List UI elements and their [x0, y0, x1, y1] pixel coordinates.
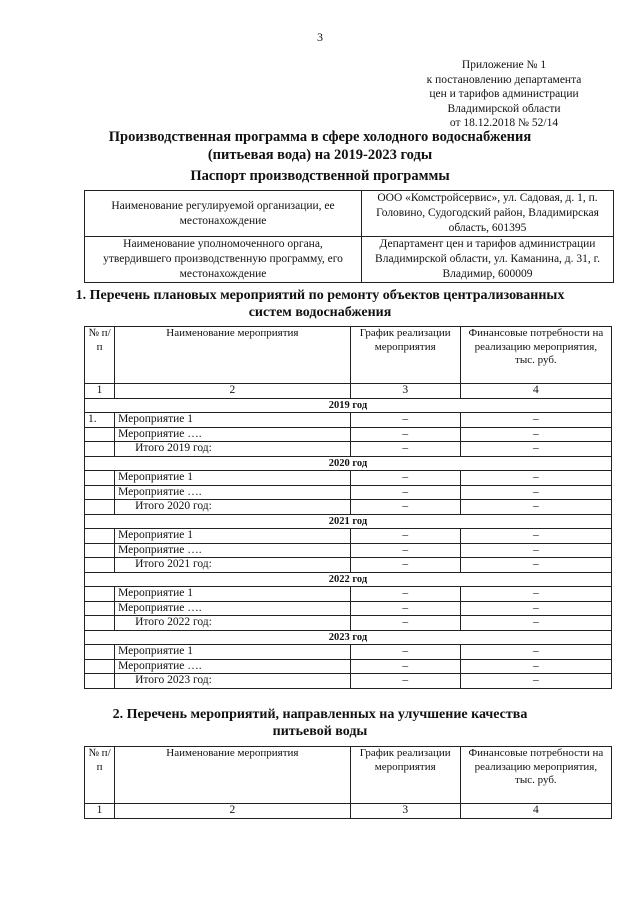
- table-row: [85, 237, 614, 283]
- column-number: 4: [460, 804, 611, 819]
- measure-name: Мероприятие ….: [115, 659, 351, 674]
- year-row: [85, 398, 612, 413]
- table-row: [85, 427, 612, 442]
- column-number: 4: [460, 384, 611, 399]
- header-row: [85, 327, 612, 384]
- schedule-value: –: [350, 427, 460, 442]
- appendix-block: [404, 58, 604, 131]
- header-schedule: График реализации мероприятия: [350, 327, 460, 384]
- header-schedule: График реализации мероприятия: [350, 747, 460, 804]
- header-num: № п/п: [85, 327, 115, 384]
- total-row: [85, 616, 612, 631]
- year-row: [85, 456, 612, 471]
- measure-name: Мероприятие 1: [115, 587, 351, 602]
- measure-name: Мероприятие ….: [115, 543, 351, 558]
- header-num: № п/п: [85, 747, 115, 804]
- table-row: [85, 413, 612, 428]
- finance-value: –: [460, 413, 611, 428]
- measures-table-quality: [84, 746, 612, 819]
- year-label: 2022 год: [85, 572, 612, 587]
- schedule-value: –: [350, 543, 460, 558]
- appendix-line: к постановлению департамента: [426, 73, 582, 86]
- table-row: [85, 587, 612, 602]
- title-line: Производственная программа в сфере холодного водоснабжения: [108, 129, 532, 145]
- passport-table: [84, 190, 614, 283]
- finance-value: –: [460, 529, 611, 544]
- year-label: 2023 год: [85, 630, 612, 645]
- finance-value: –: [460, 442, 611, 457]
- header-name: Наименование мероприятия: [115, 327, 351, 384]
- year-row: [85, 514, 612, 529]
- row-number: [85, 659, 115, 674]
- year-label: 2019 год: [85, 398, 612, 413]
- section1-title: 1. Перечень плановых мероприятий по ремонту объектов централизованных систем водоснабжения: [75, 288, 565, 320]
- row-number: [85, 645, 115, 660]
- finance-value: –: [460, 500, 611, 515]
- column-number: 1: [85, 804, 115, 819]
- total-label: Итого 2021 год:: [115, 558, 351, 573]
- title-line: (питьевая вода) на 2019-2023 годы: [207, 147, 433, 163]
- row-number: [85, 587, 115, 602]
- schedule-value: –: [350, 529, 460, 544]
- finance-value: –: [460, 674, 611, 689]
- finance-value: –: [460, 659, 611, 674]
- measure-name: Мероприятие 1: [115, 471, 351, 486]
- table-row: [85, 659, 612, 674]
- total-label: Итого 2023 год:: [115, 674, 351, 689]
- year-row: [85, 572, 612, 587]
- column-number: 2: [115, 384, 351, 399]
- measure-name: Мероприятие ….: [115, 601, 351, 616]
- header-finance: Финансовые потребности на реализацию мероприятия, тыс. руб.: [460, 747, 611, 804]
- total-row: [85, 558, 612, 573]
- column-number: 3: [350, 384, 460, 399]
- passport-title: Паспорт производственной программы: [190, 168, 450, 184]
- row-number: [85, 543, 115, 558]
- finance-value: –: [460, 485, 611, 500]
- row-number: [85, 558, 115, 573]
- finance-value: –: [460, 558, 611, 573]
- total-row: [85, 674, 612, 689]
- table-row: [85, 485, 612, 500]
- schedule-value: –: [350, 471, 460, 486]
- finance-value: –: [460, 645, 611, 660]
- document-title: [0, 128, 640, 164]
- row-number: [85, 500, 115, 515]
- column-number: 2: [115, 804, 351, 819]
- row-number: [85, 529, 115, 544]
- measure-name: Мероприятие 1: [115, 529, 351, 544]
- row-number: [85, 485, 115, 500]
- schedule-value: –: [350, 500, 460, 515]
- header-name: Наименование мероприятия: [115, 747, 351, 804]
- schedule-value: –: [350, 442, 460, 457]
- header-row: [85, 747, 612, 804]
- measures-table-repair: [84, 326, 612, 689]
- table-row: [85, 529, 612, 544]
- page-number: 3: [317, 30, 323, 44]
- total-row: [85, 500, 612, 515]
- row-number: [85, 616, 115, 631]
- authority-value: Департамент цен и тарифов администрации Владимирской области, ул. Каманина, д. 31, г. Владимир, 600009: [362, 237, 614, 283]
- authority-label: Наименование уполномоченного органа, утвердившего производственную программу, его местонахождение: [85, 237, 362, 283]
- appendix-line: цен и тарифов администрации: [429, 88, 579, 100]
- appendix-line: от 18.12.2018 № 52/14: [449, 117, 559, 129]
- row-number: [85, 601, 115, 616]
- appendix-line: Приложение № 1: [461, 59, 547, 71]
- finance-value: –: [460, 601, 611, 616]
- row-number: 1.: [85, 413, 115, 428]
- schedule-value: –: [350, 645, 460, 660]
- column-number-row: [85, 804, 612, 819]
- table-row: [85, 471, 612, 486]
- total-label: Итого 2019 год:: [115, 442, 351, 457]
- section2-title: 2. Перечень мероприятий, направленных на улучшение качества питьевой воды: [112, 707, 528, 739]
- measure-name: Мероприятие ….: [115, 427, 351, 442]
- finance-value: –: [460, 543, 611, 558]
- year-row: [85, 630, 612, 645]
- year-label: 2021 год: [85, 514, 612, 529]
- org-value: ООО «Комстройсервис», ул. Садовая, д. 1, п. Головино, Судогодский район, Владимирская область, 601395: [362, 191, 614, 237]
- header-finance: Финансовые потребности на реализацию мероприятия, тыс. руб.: [460, 327, 611, 384]
- row-number: [85, 674, 115, 689]
- finance-value: –: [460, 587, 611, 602]
- table-row: [85, 543, 612, 558]
- total-row: [85, 442, 612, 457]
- table-row: [85, 191, 614, 237]
- table-row: [85, 601, 612, 616]
- finance-value: –: [460, 616, 611, 631]
- measure-name: Мероприятие 1: [115, 645, 351, 660]
- row-number: [85, 442, 115, 457]
- schedule-value: –: [350, 616, 460, 631]
- column-number-row: [85, 384, 612, 399]
- measure-name: Мероприятие 1: [115, 413, 351, 428]
- row-number: [85, 427, 115, 442]
- schedule-value: –: [350, 485, 460, 500]
- table-row: [85, 645, 612, 660]
- column-number: 3: [350, 804, 460, 819]
- column-number: 1: [85, 384, 115, 399]
- schedule-value: –: [350, 413, 460, 428]
- finance-value: –: [460, 471, 611, 486]
- schedule-value: –: [350, 601, 460, 616]
- schedule-value: –: [350, 587, 460, 602]
- appendix-line: Владимирской области: [447, 102, 561, 115]
- org-label: Наименование регулируемой организации, ее местонахождение: [85, 191, 362, 237]
- finance-value: –: [460, 427, 611, 442]
- total-label: Итого 2022 год:: [115, 616, 351, 631]
- schedule-value: –: [350, 659, 460, 674]
- schedule-value: –: [350, 558, 460, 573]
- schedule-value: –: [350, 674, 460, 689]
- year-label: 2020 год: [85, 456, 612, 471]
- total-label: Итого 2020 год:: [115, 500, 351, 515]
- row-number: [85, 471, 115, 486]
- measure-name: Мероприятие ….: [115, 485, 351, 500]
